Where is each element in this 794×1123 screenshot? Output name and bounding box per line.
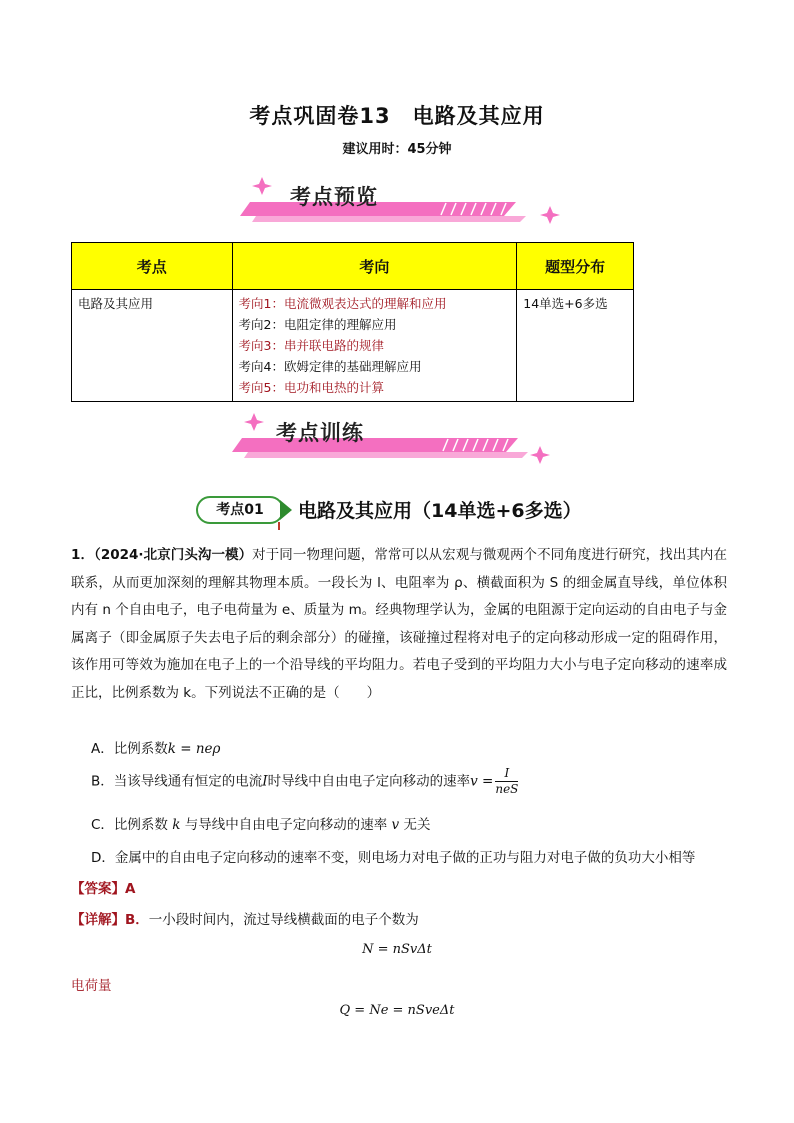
banner-preview (236, 176, 566, 230)
option-c-end: 无关 (403, 817, 431, 833)
banner-preview-label: 考点预览 (290, 185, 378, 209)
option-c (91, 813, 430, 833)
option-c-var: k (172, 817, 181, 833)
header-direction: 考向 (232, 243, 517, 290)
section-header (196, 492, 616, 532)
question-source: （2024·北京门头沟一模） (94, 547, 253, 563)
question-number: 1． (71, 547, 95, 563)
explanation (71, 908, 419, 928)
badge-arrow-icon (280, 500, 292, 520)
section-badge: 考点01 (196, 496, 284, 524)
option-b-var: I (262, 773, 268, 790)
fraction-denominator: neS (495, 782, 519, 796)
answer: 【答案】A (71, 881, 136, 897)
option-b-mid: 时导线中自由电子定向移动的速率 (267, 773, 471, 790)
option-b-lhs: v = (470, 773, 494, 790)
table-row (72, 290, 634, 402)
fraction-numerator: I (495, 766, 518, 782)
direction-1-label: 考向1： (238, 296, 284, 311)
cell-directions (232, 290, 517, 402)
direction-2 (239, 314, 511, 335)
option-a-formula: k = neρ (167, 741, 221, 757)
direction-4-text: 欧姆定律的基础理解应用 (283, 359, 422, 374)
section-title: 电路及其应用（14单选+6多选） (298, 500, 582, 522)
option-a-text: A．比例系数 (91, 741, 168, 757)
direction-5 (239, 377, 511, 398)
header-topic: 考点 (72, 243, 233, 290)
direction-4 (239, 356, 511, 377)
option-c-mid: 与导线中自由电子定向移动的速率 (184, 817, 388, 833)
option-b (91, 766, 520, 797)
direction-1-text: 电流微观表达式的理解和应用 (283, 296, 447, 311)
direction-3-label: 考向3： (238, 338, 284, 353)
overview-table (71, 242, 634, 402)
option-b-text: B．当该导线通有恒定的电流 (91, 773, 263, 790)
badge-mark-icon (278, 522, 280, 530)
table-header-row (72, 243, 634, 290)
banner-training (228, 412, 558, 466)
page-title: 考点巩固卷13 电路及其应用 (249, 104, 545, 128)
cell-topic: 电路及其应用 (72, 290, 233, 402)
direction-3-text: 串并联电路的规律 (283, 338, 384, 353)
direction-5-label: 考向5： (238, 380, 284, 395)
direction-5-text: 电功和电热的计算 (283, 380, 384, 395)
formula-charge: Q = Ne = nSveΔt (339, 1003, 455, 1018)
banner-decoration-icon (236, 176, 566, 230)
charge-label: 电荷量 (71, 978, 112, 994)
direction-3 (239, 335, 511, 356)
banner-training-label: 考点训练 (276, 421, 364, 445)
direction-2-text: 电阻定律的理解应用 (283, 317, 397, 332)
explanation-label: 【详解】B． (71, 912, 149, 928)
option-d: D．金属中的自由电子定向移动的速率不变，则电场力对电子做的正功与阻力对电子做的负功大小相等 (91, 850, 696, 866)
direction-2-label: 考向2： (238, 317, 284, 332)
direction-1 (239, 293, 511, 314)
question-text: 对于同一物理问题，常常可以从宏观与微观两个不同角度进行研究，找出其内在联系，从而更加深刻的理解其物理本质。一段长为 l、电阻率为 ρ、横截面积为 S 的细金属直导线，单位体积内有 n 个自由电子，电子电荷量为 e、质量为 m。经典物理学认为，金属的电阻源于定向运动的自由电子与金属离子（即金属原子失去电子后的剩余部分）的碰撞，该碰撞过程将对电子的定向移动形成一定的阻碍作用，该作用可等效为施加在电子上的一个沿导线的平均阻力。若电子受到的平均阻力大小与电子定向移动的速率成正比，比例系数为 k。下列说法不正确的是（ ） (71, 547, 727, 701)
suggested-time: 建议用时：45分钟 (342, 142, 452, 157)
header-distribution: 题型分布 (517, 243, 634, 290)
direction-4-label: 考向4： (238, 359, 284, 374)
option-c-text: C．比例系数 (91, 817, 168, 833)
option-a (91, 737, 220, 757)
cell-distribution: 14单选+6多选 (517, 290, 634, 402)
option-b-fraction (495, 766, 518, 797)
formula-electron-count: N = nSvΔt (362, 942, 432, 957)
explanation-text: 一小段时间内，流过导线横截面的电子个数为 (148, 912, 419, 928)
question-1-stem (71, 542, 727, 707)
option-c-var2: v (391, 817, 400, 833)
